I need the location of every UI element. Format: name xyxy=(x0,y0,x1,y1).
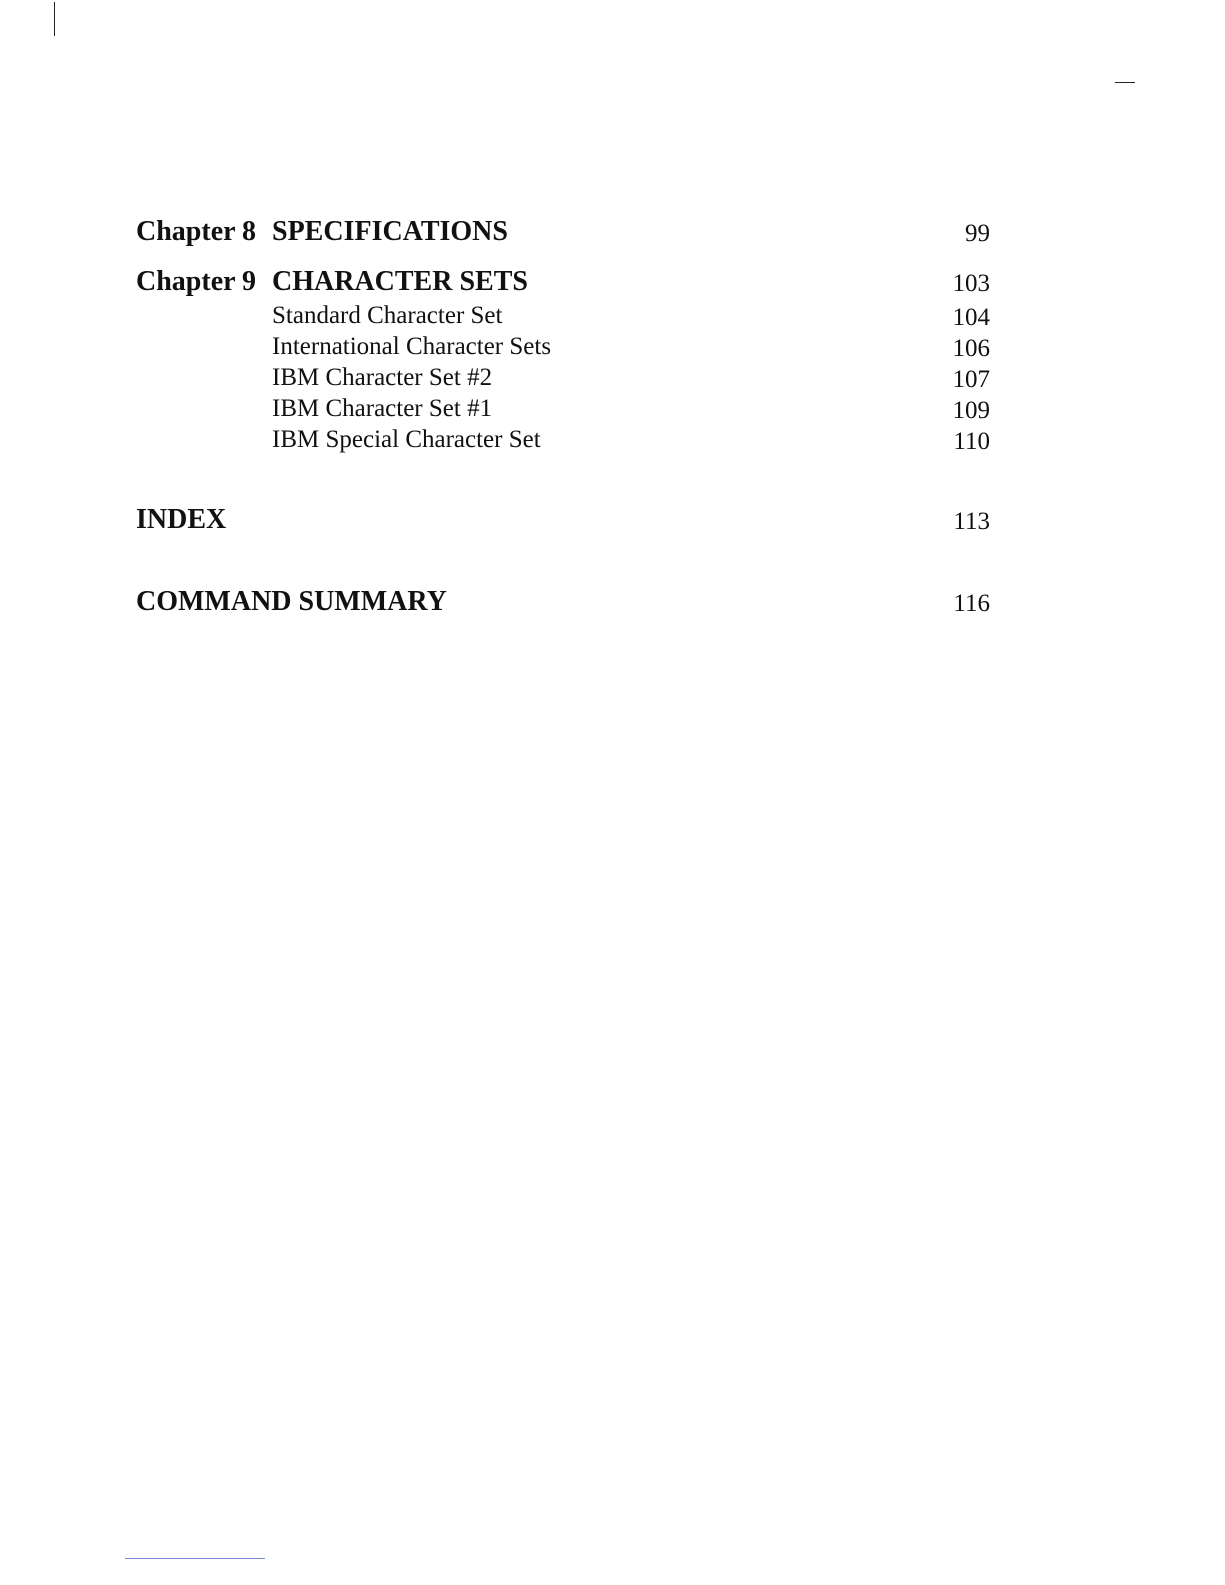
toc-entry-index[interactable] xyxy=(0,504,1225,540)
page-number: 99 xyxy=(965,220,990,247)
toc-section[interactable] xyxy=(0,333,1225,363)
toc-section[interactable] xyxy=(0,302,1225,332)
scan-corner-mark xyxy=(1115,82,1135,83)
chapter-label: Chapter 8 xyxy=(136,216,257,247)
page-number: 116 xyxy=(953,590,990,617)
page-number: 113 xyxy=(953,508,990,535)
toc-section[interactable] xyxy=(0,364,1225,394)
page-number: 104 xyxy=(952,304,990,331)
page-number: 109 xyxy=(952,397,990,424)
page-number: 110 xyxy=(953,428,990,455)
chapter-label: Chapter 9 xyxy=(136,266,257,297)
scan-margin-line xyxy=(54,2,55,36)
page-number: 103 xyxy=(952,270,990,297)
section-title: IBM Special Character Set xyxy=(272,426,541,453)
chapter-title: CHARACTER SETS xyxy=(272,266,528,297)
toc-entry-command-summary[interactable] xyxy=(0,586,1225,622)
toc-entry-chapter9[interactable] xyxy=(0,266,1225,302)
page-number: 107 xyxy=(952,366,990,393)
section-title: Standard Character Set xyxy=(272,302,503,329)
chapter-title: SPECIFICATIONS xyxy=(272,216,508,247)
toc-section[interactable] xyxy=(0,426,1225,456)
section-title: IBM Character Set #1 xyxy=(272,395,493,422)
section-title: International Character Sets xyxy=(272,333,552,360)
toc-entry-chapter8[interactable] xyxy=(0,216,1225,252)
toc-section[interactable] xyxy=(0,395,1225,425)
scan-bottom-line xyxy=(125,1558,265,1559)
index-title: INDEX xyxy=(136,504,227,535)
page-number: 106 xyxy=(952,335,990,362)
command-summary-title: COMMAND SUMMARY xyxy=(136,586,447,617)
section-title: IBM Character Set #2 xyxy=(272,364,493,391)
